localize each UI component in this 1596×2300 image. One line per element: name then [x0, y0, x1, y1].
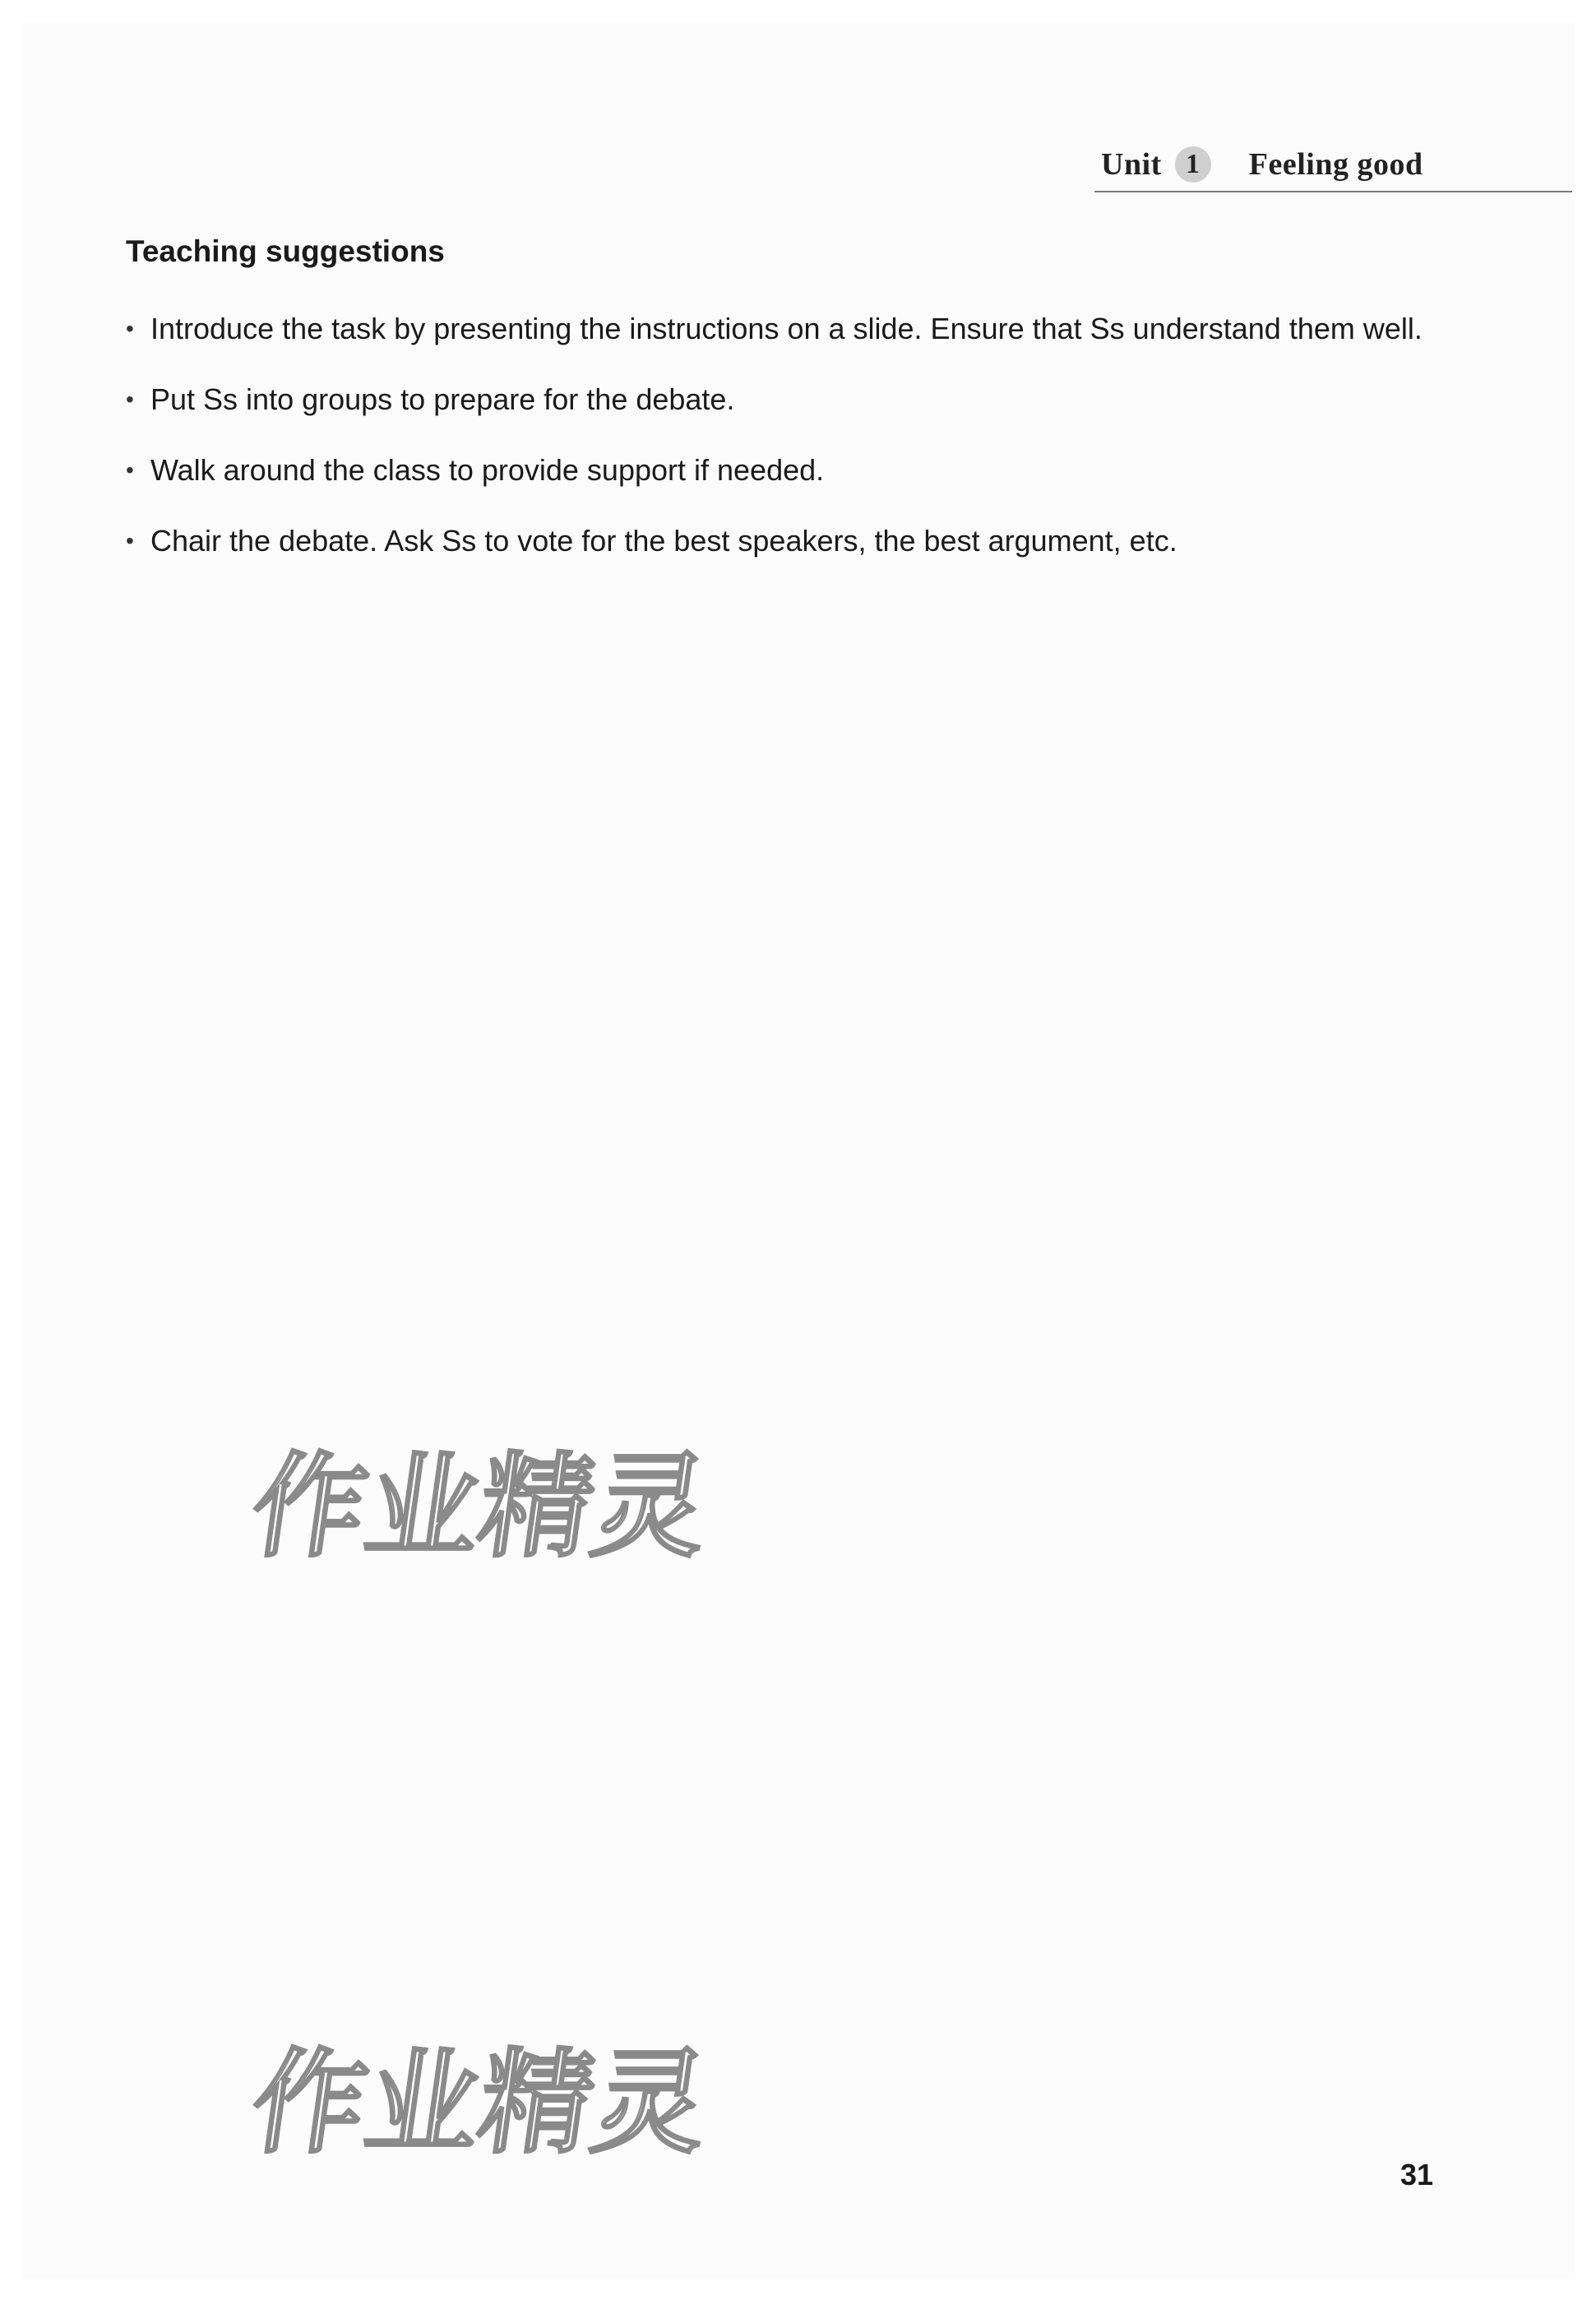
list-item: • Put Ss into groups to prepare for the debate. — [126, 373, 1441, 426]
unit-label: Unit — [1101, 147, 1162, 182]
unit-number-badge: 1 — [1175, 146, 1211, 183]
teaching-suggestions-list — [126, 303, 1441, 585]
watermark — [243, 1435, 716, 1575]
watermark — [243, 2031, 716, 2171]
watermark-graphic — [243, 2031, 716, 2171]
page-number: 31 — [1400, 2158, 1434, 2191]
watermark-text: 作业精灵 — [243, 2036, 716, 2169]
list-item: • Introduce the task by presenting the instructions on a slide. Ensure that Ss understand them well. — [126, 303, 1441, 355]
list-item: • Chair the debate. Ask Ss to vote for the best speakers, the best argument, etc. — [126, 515, 1441, 567]
list-item: • Walk around the class to provide support if needed. — [126, 444, 1441, 497]
section-heading: Teaching suggestions — [126, 234, 445, 268]
watermark-text: 作业精灵 — [243, 1440, 716, 1573]
header-rule — [1094, 191, 1572, 192]
watermark-graphic — [243, 1435, 716, 1575]
running-header — [1101, 146, 1423, 183]
unit-title: Feeling good — [1248, 147, 1423, 182]
